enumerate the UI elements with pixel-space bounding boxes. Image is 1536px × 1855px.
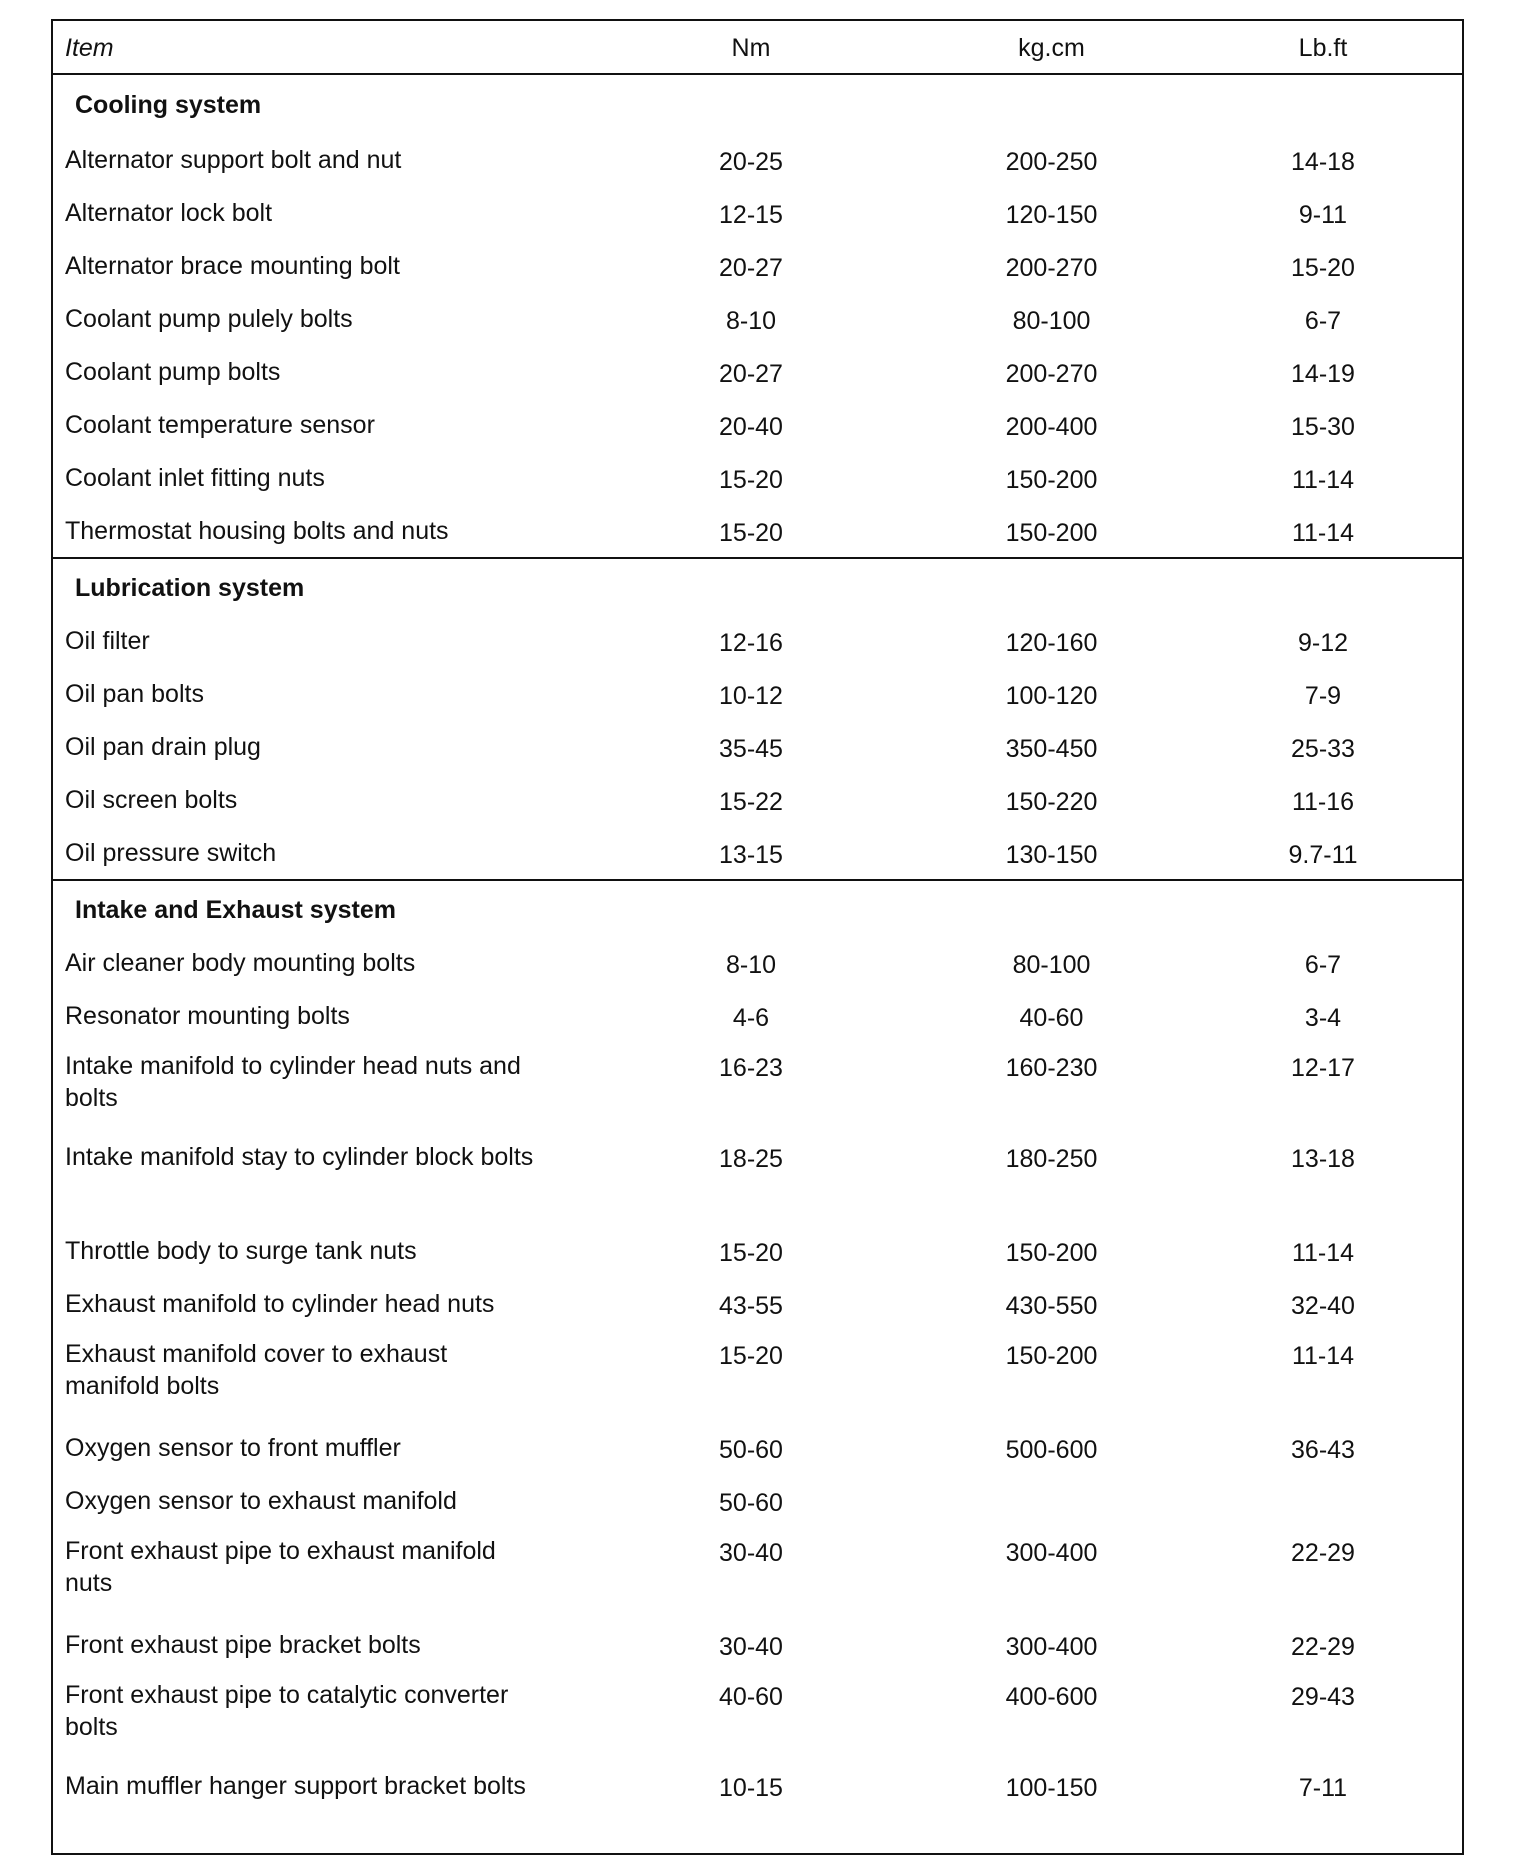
cell-lbft: 29-43: [1291, 1683, 1355, 1711]
cell-kgcm: 80-100: [1012, 950, 1091, 979]
cell-kgcm: 200-270: [1005, 359, 1098, 388]
cell-item: [53, 720, 613, 773]
cell-lbft: 6-7: [1304, 306, 1342, 335]
cell-nm: 16-23: [719, 1054, 783, 1082]
cell-kgcm: 120-150: [1005, 200, 1098, 229]
table-row: [53, 614, 1462, 667]
cell-lbft: 22-29: [1291, 1632, 1355, 1661]
cell-item: [53, 398, 613, 451]
header-lbft: Lb.ft: [1214, 21, 1462, 74]
table-row: [53, 936, 1462, 989]
cell-item: [53, 504, 613, 558]
cell-item: [53, 1618, 613, 1671]
cell-nm: 15-20: [719, 1238, 783, 1267]
cell-nm: 10-15: [719, 1774, 783, 1802]
item-label: Intake manifold to cylinder head nuts and bolts: [65, 1052, 521, 1112]
cell-kgcm: [919, 1474, 1214, 1527]
cell-nm: 20-25: [719, 147, 783, 176]
cell-nm: 50-60: [719, 1435, 783, 1464]
table-row: [53, 504, 1462, 558]
cell-lbft: 11-14: [1291, 518, 1355, 547]
cell-nm: 40-60: [719, 1683, 783, 1711]
table-row: [53, 133, 1462, 186]
item-label: Resonator mounting bolts: [65, 1001, 350, 1030]
cell-nm: 30-40: [719, 1632, 783, 1661]
item-label: Intake manifold stay to cylinder block bolts: [65, 1143, 534, 1171]
cell-nm: 30-40: [719, 1539, 783, 1567]
cell-lbft: 6-7: [1304, 950, 1342, 979]
cell-lbft: 11-16: [1291, 787, 1355, 816]
section-header-row: [53, 880, 1462, 936]
cell-lbft: 14-19: [1291, 359, 1355, 388]
section-group: [53, 558, 1462, 880]
cell-nm: 12-16: [719, 628, 783, 657]
section-header-row: [53, 558, 1462, 614]
item-label: Oil filter: [65, 626, 150, 655]
cell-nm: 35-45: [719, 734, 783, 763]
cell-kgcm: 40-60: [1019, 1003, 1084, 1032]
cell-item: [53, 1042, 613, 1133]
cell-lbft: 9-12: [1297, 628, 1349, 657]
cell-item: [53, 1421, 613, 1474]
item-label: Oil pressure switch: [65, 838, 277, 867]
item-label: Front exhaust pipe to exhaust manifold nuts: [65, 1537, 496, 1597]
cell-nm: 18-25: [719, 1145, 783, 1173]
cell-kgcm: 130-150: [1005, 840, 1098, 869]
table-row: [53, 1133, 1462, 1224]
item-label: Oil pan bolts: [65, 679, 204, 708]
table-row: [53, 398, 1462, 451]
cell-nm: 20-27: [719, 253, 783, 282]
cell-lbft: 12-17: [1291, 1054, 1355, 1082]
table-row: [53, 1618, 1462, 1671]
section-group: [53, 880, 1462, 1853]
header-kgcm: kg.cm: [919, 21, 1214, 74]
item-label: Air cleaner body mounting bolts: [65, 948, 416, 977]
cell-nm: 20-27: [719, 359, 783, 388]
table-row: [53, 186, 1462, 239]
cell-item: [53, 1224, 613, 1277]
item-label: Coolant pump pulely bolts: [65, 304, 353, 333]
cell-nm: 13-15: [719, 840, 783, 869]
cell-kgcm: 150-200: [1005, 1342, 1098, 1370]
table-row: [53, 451, 1462, 504]
table-row: [53, 1277, 1462, 1330]
cell-lbft: 25-33: [1291, 734, 1355, 763]
cell-item: [53, 186, 613, 239]
table-header: [53, 21, 1462, 74]
cell-lbft: 11-14: [1291, 1342, 1355, 1370]
cell-kgcm: 100-120: [1005, 681, 1098, 710]
table-row: [53, 667, 1462, 720]
cell-item: [53, 292, 613, 345]
section-header-row: [53, 74, 1462, 133]
table-row: [53, 292, 1462, 345]
cell-lbft: 11-14: [1291, 465, 1355, 494]
section-title: Intake and Exhaust system: [75, 895, 396, 924]
table-row: [53, 1762, 1462, 1853]
cell-item: [53, 239, 613, 292]
cell-item: [53, 1474, 613, 1527]
section-title: Lubrication system: [75, 573, 305, 602]
table-row: [53, 345, 1462, 398]
cell-kgcm: 160-230: [1005, 1054, 1098, 1082]
cell-lbft: 15-30: [1291, 412, 1355, 441]
table-row: [53, 1671, 1462, 1762]
cell-kgcm: 100-150: [1005, 1774, 1098, 1802]
item-label: Exhaust manifold cover to exhaust manifold bolts: [65, 1340, 448, 1400]
cell-lbft: 22-29: [1291, 1539, 1355, 1567]
cell-item: [53, 826, 613, 880]
cell-item: [53, 1762, 613, 1853]
cell-lbft: 15-20: [1291, 253, 1355, 282]
cell-kgcm: 350-450: [1005, 734, 1098, 763]
cell-item: [53, 133, 613, 186]
item-label: Alternator support bolt and nut: [65, 145, 402, 174]
table-row: [53, 1330, 1462, 1421]
cell-kgcm: 120-160: [1005, 628, 1098, 657]
cell-lbft: 32-40: [1291, 1291, 1355, 1320]
header-nm: Nm: [613, 21, 919, 74]
cell-nm: 15-22: [719, 787, 783, 816]
cell-nm: 43-55: [719, 1291, 783, 1320]
cell-kgcm: 180-250: [1005, 1145, 1098, 1173]
torque-spec-table: [51, 19, 1464, 1855]
cell-kgcm: 150-220: [1005, 787, 1098, 816]
item-label: Front exhaust pipe bracket bolts: [65, 1630, 421, 1659]
cell-nm: 15-20: [719, 518, 783, 547]
item-label: Coolant temperature sensor: [65, 410, 375, 439]
cell-kgcm: 80-100: [1012, 306, 1091, 335]
section-group: [53, 74, 1462, 558]
table-row: [53, 1224, 1462, 1277]
cell-kgcm: 200-270: [1005, 253, 1098, 282]
table-row: [53, 1474, 1462, 1527]
item-label: Alternator lock bolt: [65, 198, 273, 227]
cell-item: [53, 614, 613, 667]
header-item: Item: [53, 21, 613, 74]
cell-kgcm: 300-400: [1005, 1632, 1098, 1661]
cell-kgcm: 430-550: [1005, 1291, 1098, 1320]
cell-item: [53, 1527, 613, 1618]
item-label: Alternator brace mounting bolt: [65, 251, 400, 280]
cell-lbft: [1214, 1474, 1462, 1527]
cell-item: [53, 1133, 613, 1224]
cell-nm: 8-10: [725, 306, 777, 335]
cell-item: [53, 1330, 613, 1421]
section-title: Cooling system: [75, 91, 262, 119]
cell-lbft: 3-4: [1304, 1003, 1342, 1032]
cell-item: [53, 345, 613, 398]
table-row: [53, 1527, 1462, 1618]
cell-kgcm: 150-200: [1005, 518, 1098, 547]
item-label: Oil screen bolts: [65, 785, 238, 814]
cell-lbft: 11-14: [1291, 1238, 1355, 1267]
item-label: Oil pan drain plug: [65, 732, 261, 761]
table-row: [53, 720, 1462, 773]
cell-item: [53, 667, 613, 720]
torque-table: [53, 21, 1462, 1853]
cell-nm: 10-12: [719, 681, 783, 710]
cell-nm: 12-15: [719, 200, 783, 229]
cell-kgcm: 200-250: [1005, 147, 1098, 176]
cell-lbft: 7-9: [1304, 681, 1342, 710]
cell-lbft: 36-43: [1291, 1435, 1355, 1464]
cell-nm: 20-40: [719, 412, 783, 441]
cell-nm: 15-20: [719, 465, 783, 494]
cell-lbft: 9.7-11: [1288, 840, 1358, 869]
item-label: Oxygen sensor to exhaust manifold: [65, 1486, 457, 1515]
cell-lbft: 7-11: [1298, 1774, 1348, 1802]
item-label: Front exhaust pipe to catalytic converter bolts: [65, 1681, 509, 1741]
cell-item: [53, 989, 613, 1042]
cell-kgcm: 300-400: [1005, 1539, 1098, 1567]
item-label: Thermostat housing bolts and nuts: [65, 516, 449, 545]
cell-lbft: 14-18: [1291, 147, 1355, 176]
table-row: [53, 239, 1462, 292]
table-row: [53, 1042, 1462, 1133]
cell-nm: 50-60: [719, 1488, 783, 1517]
cell-nm: 15-20: [719, 1342, 783, 1370]
table-row: [53, 826, 1462, 880]
item-label: Coolant pump bolts: [65, 357, 281, 386]
item-label: Oxygen sensor to front muffler: [65, 1433, 401, 1462]
cell-kgcm: 150-200: [1005, 465, 1098, 494]
cell-item: [53, 1277, 613, 1330]
table-row: [53, 773, 1462, 826]
table-row: [53, 1421, 1462, 1474]
item-label: Coolant inlet fitting nuts: [65, 463, 325, 492]
cell-kgcm: 200-400: [1005, 412, 1098, 441]
cell-kgcm: 150-200: [1005, 1238, 1098, 1267]
cell-kgcm: 400-600: [1005, 1683, 1098, 1711]
cell-kgcm: 500-600: [1005, 1435, 1098, 1464]
cell-lbft: 13-18: [1291, 1145, 1355, 1173]
cell-item: [53, 451, 613, 504]
cell-nm: 8-10: [725, 950, 777, 979]
item-label: Throttle body to surge tank nuts: [65, 1236, 417, 1265]
item-label: Main muffler hanger support bracket bolts: [65, 1772, 526, 1800]
item-label: Exhaust manifold to cylinder head nuts: [65, 1289, 495, 1318]
cell-nm: 4-6: [732, 1003, 770, 1032]
table-row: [53, 989, 1462, 1042]
cell-lbft: 9-11: [1298, 200, 1348, 229]
cell-item: [53, 936, 613, 989]
cell-item: [53, 1671, 613, 1762]
cell-item: [53, 773, 613, 826]
